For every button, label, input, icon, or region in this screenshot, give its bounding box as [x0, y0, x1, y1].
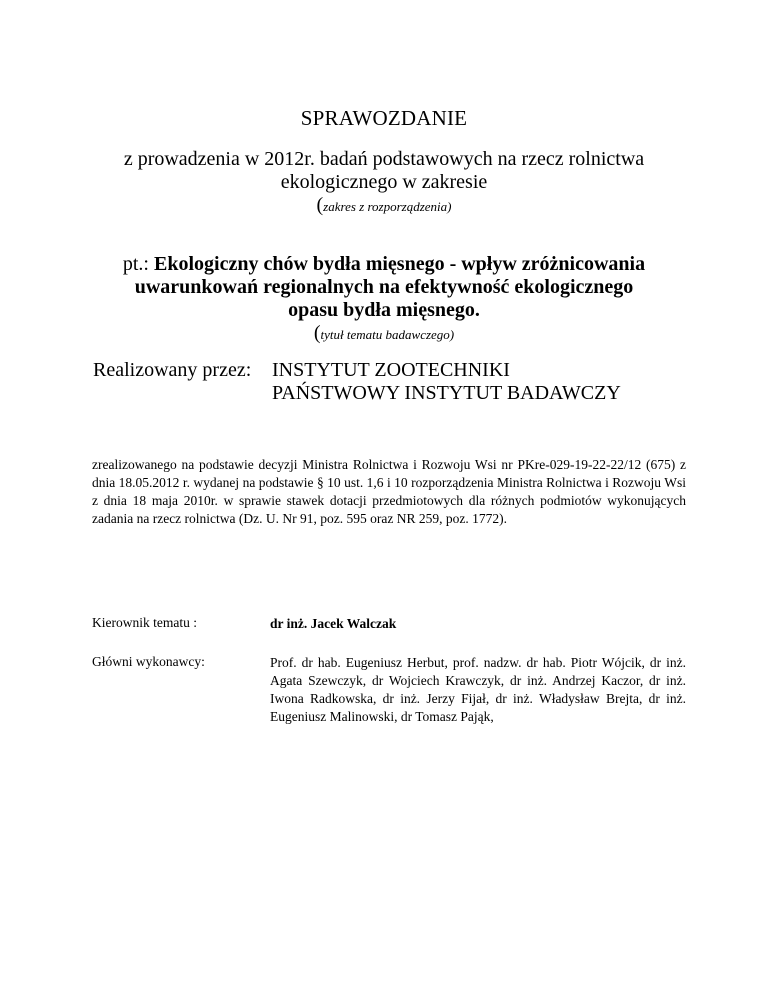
topic-prefix: pt.: [122, 253, 154, 275]
decision-paragraph: zrealizowanego na podstawie decyzji Ministra Rolnictwa i Rozwoju Wsi nr PKre-029-19-22-22/12 (675) z dnia 18.05.2012 r. wydanej na podstawie § 10 ust. 1,6 i 10 rozporządzenia Ministra Rolnictwa i Rozwoju Wsi z dnia 18 maja 2010r. w sprawie stawek dotacji przedmiotowych dla różnych podmiotów wykonujących zadania na rzecz rolnictwa (Dz. U. Nr 91, poz. 595 oraz NR 259, poz. 1772). [92, 457, 686, 526]
realized-by-label: Realizowany przez: [93, 359, 252, 381]
contractors-label: Główni wykonawcy: [92, 654, 205, 669]
scope-note [84, 194, 684, 218]
topic-note-text: tytuł tematu badawczego) [320, 327, 455, 342]
institute-name: INSTYTUT ZOOTECHNIKI [272, 359, 510, 381]
realized-by-value [272, 359, 621, 405]
institute-subtitle: PAŃSTWOWY INSTYTUT BADAWCZY [272, 382, 621, 404]
topic-title-line-2: uwarunkowań regionalnych na efektywność ekologicznego [134, 276, 634, 298]
topic-title-line-1: Ekologiczny chów bydła mięsnego - wpływ zróżnicowania [154, 253, 646, 275]
topic-line-3 [84, 299, 684, 322]
research-topic [84, 253, 684, 346]
leader-value: dr inż. Jacek Walczak [270, 616, 397, 631]
leader-label: Kierownik tematu : [92, 615, 197, 630]
topic-note-paren: ( [313, 322, 321, 344]
topic-line-1 [84, 253, 684, 276]
intro-line-1: z prowadzenia w 2012r. badań podstawowych na rzecz rolnictwa [123, 148, 645, 170]
contractors-value: Prof. dr hab. Eugeniusz Herbut, prof. nadzw. dr hab. Piotr Wójcik, dr inż. Agata Szewczyk, dr Wojciech Krawczyk, dr inż. Andrzej Kaczor, dr inż. Iwona Radkowska, dr inż. Jerzy Fijał, dr inż. Władysław Brejta, dr inż. Eugeniusz Malinowski, dr Tomasz Pająk, [270, 655, 686, 724]
report-title: SPRAWOZDANIE [300, 106, 468, 130]
report-intro [84, 148, 684, 218]
topic-title-line-3: opasu bydła mięsnego. [288, 299, 480, 321]
scope-note-text: zakres z rozporządzenia) [323, 199, 452, 214]
topic-line-2 [84, 276, 684, 299]
topic-note [84, 322, 684, 346]
scope-note-paren: ( [316, 194, 324, 216]
intro-line-2: ekologicznego w zakresie [280, 171, 488, 193]
